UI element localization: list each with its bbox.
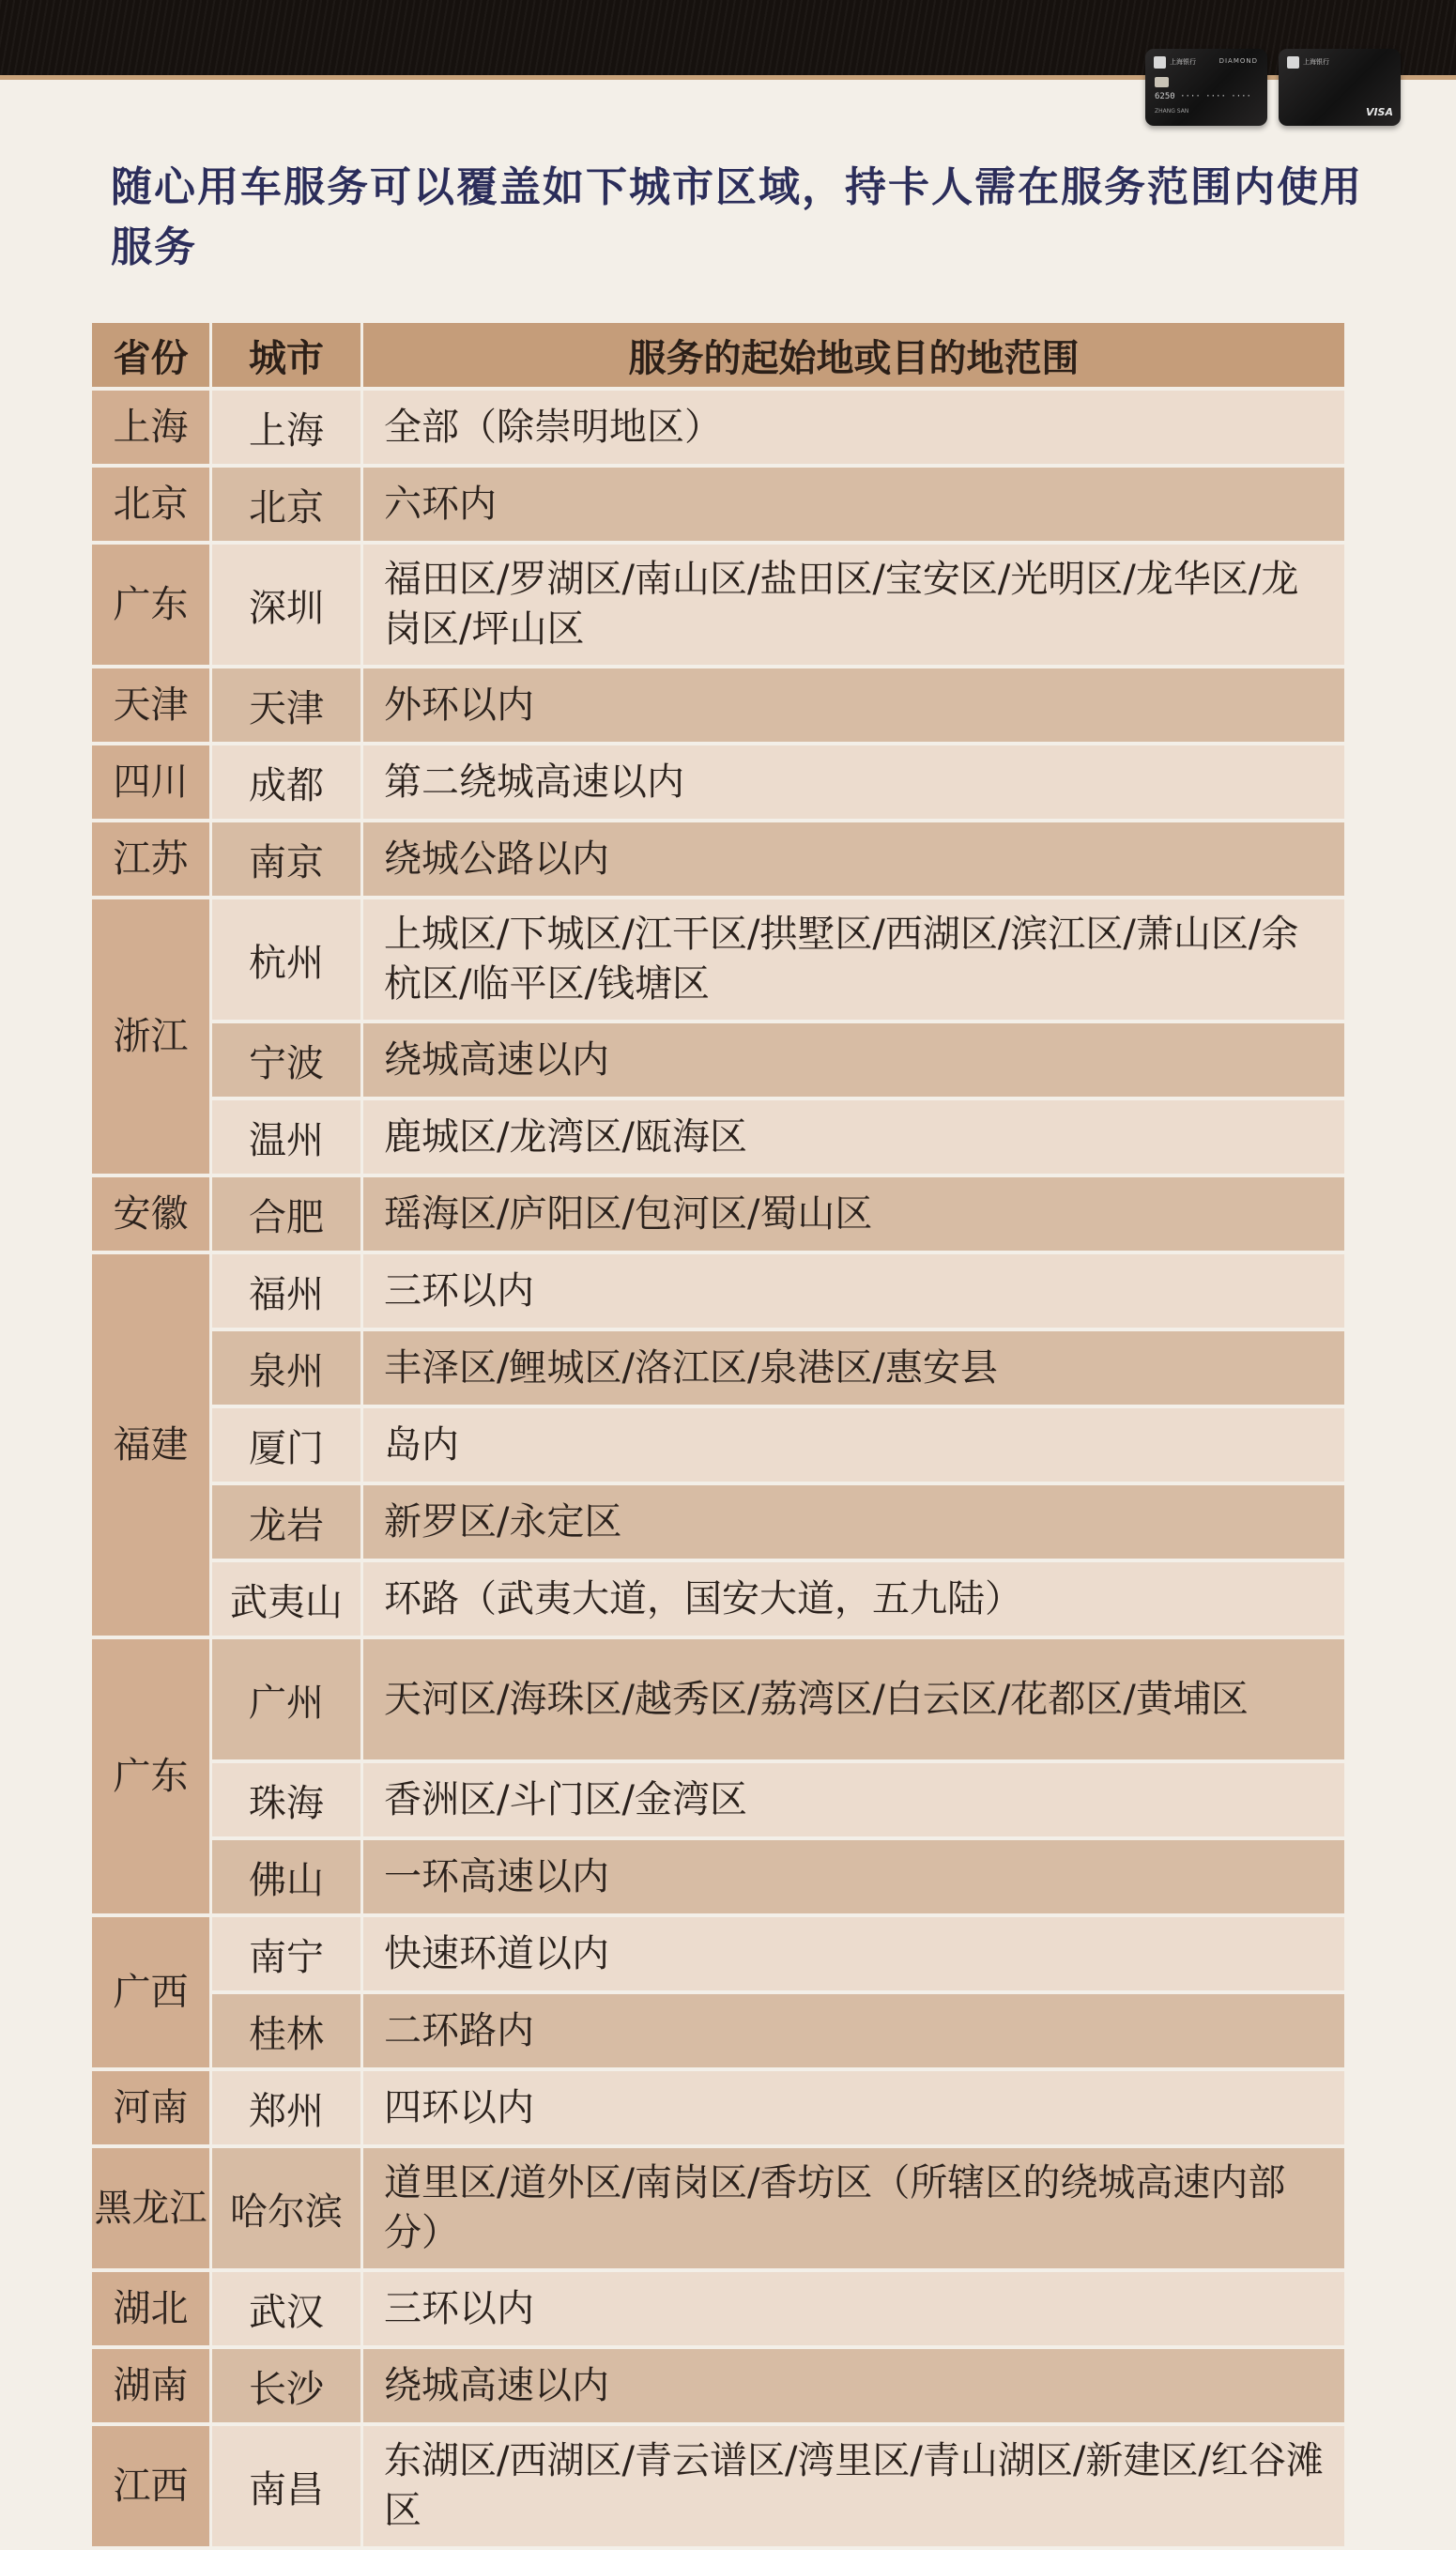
area-cell: 外环以内 [363,668,1344,742]
area-cell: 二环路内 [363,1994,1344,2067]
header-province: 省份 [92,323,209,387]
bank-logo-icon [1287,56,1299,69]
city-cell: 龙岩 [212,1485,360,1559]
city-cell: 佛山 [212,1840,360,1913]
service-coverage-table [89,319,1347,2550]
table-row [92,1023,1344,1097]
city-cell: 珠海 [212,1763,360,1836]
province-cell: 江苏 [92,822,209,896]
card-tier: DIAMOND [1218,57,1258,65]
city-cell: 成都 [212,745,360,819]
header-city: 城市 [212,323,360,387]
table-row [92,468,1344,541]
city-cell: 南京 [212,822,360,896]
table-row [92,2349,1344,2422]
area-cell: 鹿城区/龙湾区/瓯海区 [363,1100,1344,1174]
province-cell: 北京 [92,468,209,541]
table-row [92,391,1344,464]
area-cell: 三环以内 [363,2272,1344,2345]
city-cell: 天津 [212,668,360,742]
table-row [92,2071,1344,2144]
area-cell: 岛内 [363,1408,1344,1482]
province-cell: 江西 [92,2426,209,2546]
table-row [92,1408,1344,1482]
province-cell: 四川 [92,745,209,819]
province-cell: 广东 [92,1639,209,1913]
province-cell: 黑龙江 [92,2148,209,2268]
province-cell: 广西 [92,1917,209,2067]
table-row [92,2272,1344,2345]
visa-logo: VISA [1365,106,1393,118]
header-service-area: 服务的起始地或目的地范围 [363,323,1344,387]
city-cell: 武夷山 [212,1562,360,1636]
city-cell: 福州 [212,1254,360,1328]
table-row [92,1639,1344,1759]
area-cell: 香洲区/斗门区/金湾区 [363,1763,1344,1836]
area-cell: 新罗区/永定区 [363,1485,1344,1559]
table-header-row [92,323,1344,387]
card-bank-name: 上海银行 [1170,58,1196,66]
city-cell: 宁波 [212,1023,360,1097]
city-cell: 深圳 [212,545,360,665]
city-cell: 北京 [212,468,360,541]
city-cell: 长沙 [212,2349,360,2422]
city-cell: 桂林 [212,1994,360,2067]
area-cell: 绕城公路以内 [363,822,1344,896]
province-cell: 广东 [92,545,209,665]
province-cell: 浙江 [92,899,209,1174]
city-cell: 温州 [212,1100,360,1174]
credit-card-front-image [1145,49,1267,126]
area-cell: 天河区/海珠区/越秀区/荔湾区/白云区/花都区/黄埔区 [363,1639,1344,1759]
bank-logo-icon [1154,56,1166,69]
city-cell: 杭州 [212,899,360,1020]
area-cell: 道里区/道外区/南岗区/香坊区（所辖区的绕城高速内部分） [363,2148,1344,2268]
area-cell: 丰泽区/鲤城区/洛江区/泉港区/惠安县 [363,1331,1344,1405]
area-cell: 环路（武夷大道，国安大道，五九陆） [363,1562,1344,1636]
table-row [92,1994,1344,2067]
card-holder: ZHANG SAN [1155,108,1189,115]
area-cell: 全部（除崇明地区） [363,391,1344,464]
city-cell: 郑州 [212,2071,360,2144]
table-row [92,1485,1344,1559]
area-cell: 快速环道以内 [363,1917,1344,1990]
credit-card-back-image [1279,49,1401,126]
table-row [92,1177,1344,1251]
card-number: 6250 ···· ···· ···· [1155,92,1251,101]
area-cell: 绕城高速以内 [363,1023,1344,1097]
table-row [92,1840,1344,1913]
province-cell: 上海 [92,391,209,464]
table-row [92,2148,1344,2268]
table-row [92,1562,1344,1636]
area-cell: 瑶海区/庐阳区/包河区/蜀山区 [363,1177,1344,1251]
area-cell: 上城区/下城区/江干区/拱墅区/西湖区/滨江区/萧山区/余杭区/临平区/钱塘区 [363,899,1344,1020]
intro-text: 随心用车服务可以覆盖如下城市区域，持卡人需在服务范围内使用服务 [111,163,1363,271]
area-cell: 绕城高速以内 [363,2349,1344,2422]
table-row [92,745,1344,819]
table-row [92,1100,1344,1174]
area-cell: 四环以内 [363,2071,1344,2144]
table-row [92,545,1344,665]
province-cell: 湖南 [92,2349,209,2422]
province-cell: 湖北 [92,2272,209,2345]
city-cell: 合肥 [212,1177,360,1251]
city-cell: 上海 [212,391,360,464]
area-cell: 第二绕城高速以内 [363,745,1344,819]
card-chip-icon [1155,77,1169,87]
province-cell: 福建 [92,1254,209,1636]
table-row [92,668,1344,742]
province-cell: 安徽 [92,1177,209,1251]
city-cell: 南昌 [212,2426,360,2546]
province-cell: 天津 [92,668,209,742]
city-cell: 哈尔滨 [212,2148,360,2268]
table-row [92,899,1344,1020]
area-cell: 三环以内 [363,1254,1344,1328]
area-cell: 六环内 [363,468,1344,541]
table-row [92,1763,1344,1836]
area-cell: 一环高速以内 [363,1840,1344,1913]
area-cell: 福田区/罗湖区/南山区/盐田区/宝安区/光明区/龙华区/龙岗区/坪山区 [363,545,1344,665]
table-row [92,1331,1344,1405]
city-cell: 泉州 [212,1331,360,1405]
table-row [92,822,1344,896]
city-cell: 武汉 [212,2272,360,2345]
table-row [92,1254,1344,1328]
city-cell: 南宁 [212,1917,360,1990]
province-cell: 河南 [92,2071,209,2144]
table-row [92,1917,1344,1990]
area-cell: 东湖区/西湖区/青云谱区/湾里区/青山湖区/新建区/红谷滩区 [363,2426,1344,2546]
table-row [92,2426,1344,2546]
city-cell: 厦门 [212,1408,360,1482]
card-bank-name: 上海银行 [1303,58,1329,66]
city-cell: 广州 [212,1639,360,1759]
